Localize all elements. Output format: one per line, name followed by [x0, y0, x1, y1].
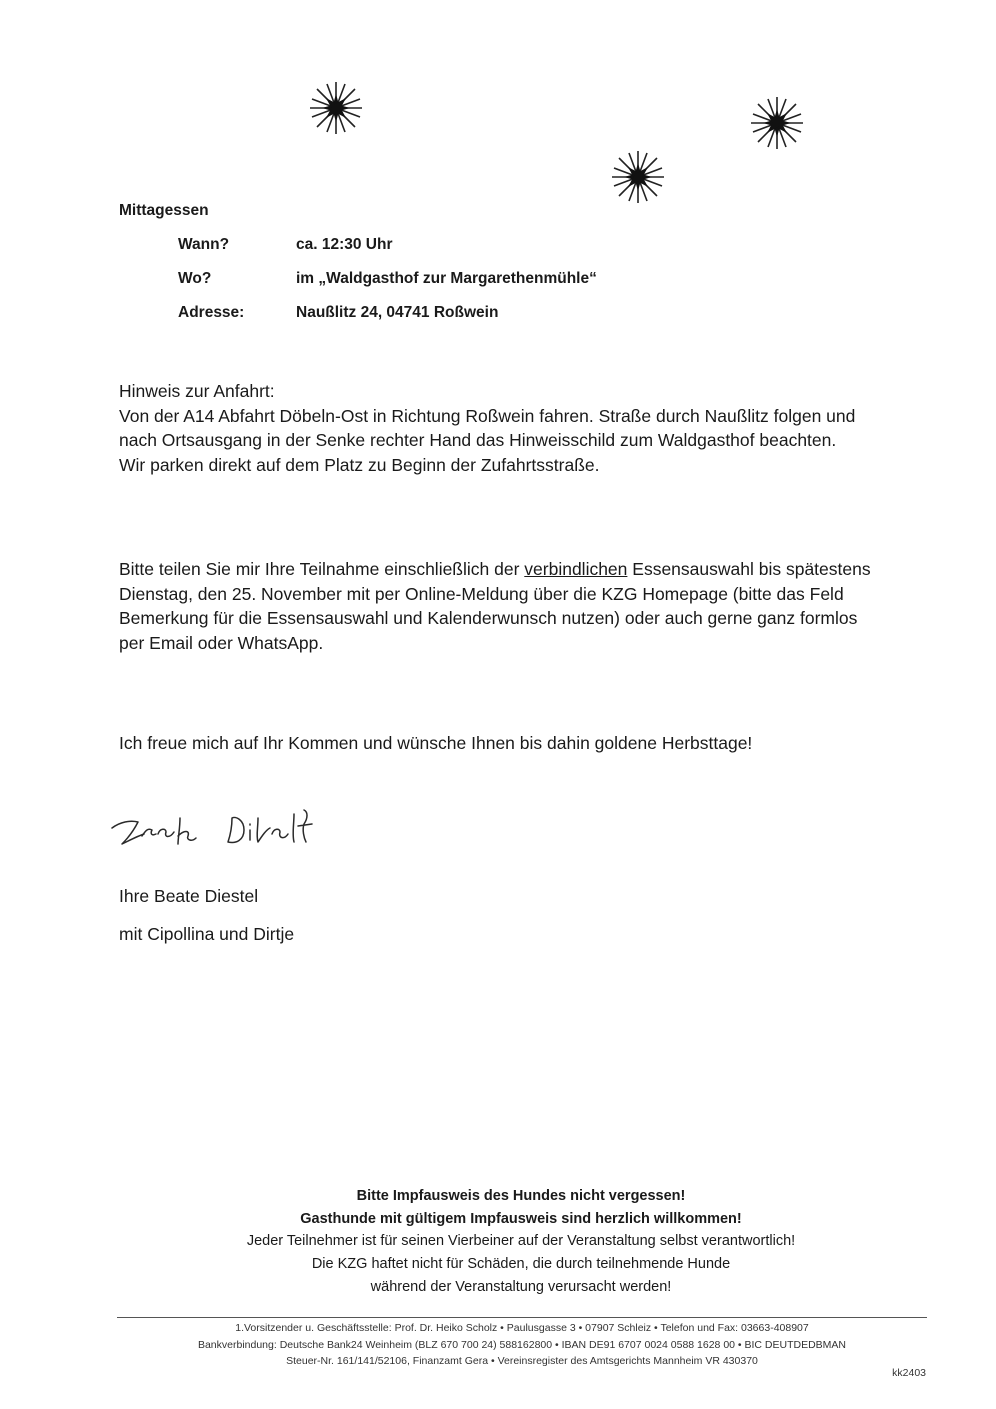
value-wann: ca. 12:30 Uhr: [296, 236, 393, 253]
closing-name: Ihre Beate Diestel: [119, 886, 259, 906]
star-ornament-icon: [304, 76, 368, 140]
directions-line: Von der A14 Abfahrt Döbeln-Ost in Richtung Roßwein fahren. Straße durch Naußlitz folgen und: [119, 405, 856, 426]
notice-line: während der Veranstaltung verursacht werden!: [370, 1278, 672, 1295]
greeting-text: Ich freue mich auf Ihr Kommen und wünsche Ihnen bis dahin goldene Herbsttage!: [119, 733, 753, 753]
label-wann: Wann?: [178, 236, 230, 253]
registration-text: Bitte teilen Sie mir Ihre Teilnahme einschließlich der: [119, 559, 525, 579]
notice-line: Gasthunde mit gültigem Impfausweis sind herzlich willkommen!: [300, 1210, 742, 1227]
value-adresse: Naußlitz 24, 04741 Roßwein: [296, 304, 499, 321]
notice-line: Bitte Impfausweis des Hundes nicht vergessen!: [356, 1188, 686, 1204]
notice-line: Die KZG haftet nicht für Schäden, die durch teilnehmende Hunde: [311, 1256, 731, 1273]
footer: [117, 1320, 927, 1370]
directions-line: Wir parken direkt auf dem Platz zu Beginn der Zufahrtsstraße.: [119, 454, 600, 475]
footer-registry: Steuer-Nr. 161/141/52106, Finanzamt Gera • Vereinsregister des Amtsgerichts Mannheim VR 430370: [286, 1355, 758, 1367]
star-ornament-icon: [745, 91, 809, 155]
star-ornament-icon: [606, 145, 670, 209]
handwritten-signature: [108, 800, 358, 860]
registration-text: Essensauswahl bis spätestens: [627, 559, 871, 579]
closing-companions: mit Cipollina und Dirtje: [119, 924, 295, 944]
directions-line: nach Ortsausgang in der Senke rechter Hand das Hinweisschild zum Waldgasthof beachten.: [119, 430, 837, 450]
section-title-mittagessen: Mittagessen: [119, 202, 209, 219]
directions-paragraph: [119, 379, 919, 477]
notice-line: Jeder Teilnehmer ist für seinen Vierbeiner auf der Veranstaltung selbst verantwortlich!: [246, 1233, 796, 1250]
label-wo: Wo?: [178, 270, 212, 287]
footer-bank: Bankverbindung: Deutsche Bank24 Weinheim (BLZ 670 700 24) 588162800 • IBAN DE91 6707 0024 0588 1628 00 • BIC DEUTDEDBMAN: [197, 1338, 847, 1351]
registration-line: [119, 557, 919, 582]
registration-paragraph: [119, 557, 919, 655]
footer-divider: [117, 1317, 927, 1318]
emphasis-verbindlichen: verbindlichen: [524, 559, 628, 579]
registration-line: Dienstag, den 25. November mit per Online-Meldung über die KZG Homepage (bitte das Feld: [119, 583, 844, 604]
footer-contact: 1.Vorsitzender u. Geschäftsstelle: Prof. Dr. Heiko Scholz • Paulusgasse 3 • 07907 Schleiz • Telefon und Fax: 03663-408907: [235, 1322, 809, 1334]
value-wo: im „Waldgasthof zur Margarethenmühle“: [296, 270, 597, 287]
directions-heading: Hinweis zur Anfahrt:: [119, 381, 275, 401]
registration-line: Bemerkung für die Essensauswahl und Kalenderwunsch nutzen) oder auch gerne ganz formlos: [119, 608, 858, 628]
label-adresse: Adresse:: [178, 304, 245, 321]
dog-notice: [120, 1185, 922, 1299]
registration-line: per Email oder WhatsApp.: [119, 632, 324, 653]
document-code: kk2403: [892, 1367, 926, 1379]
